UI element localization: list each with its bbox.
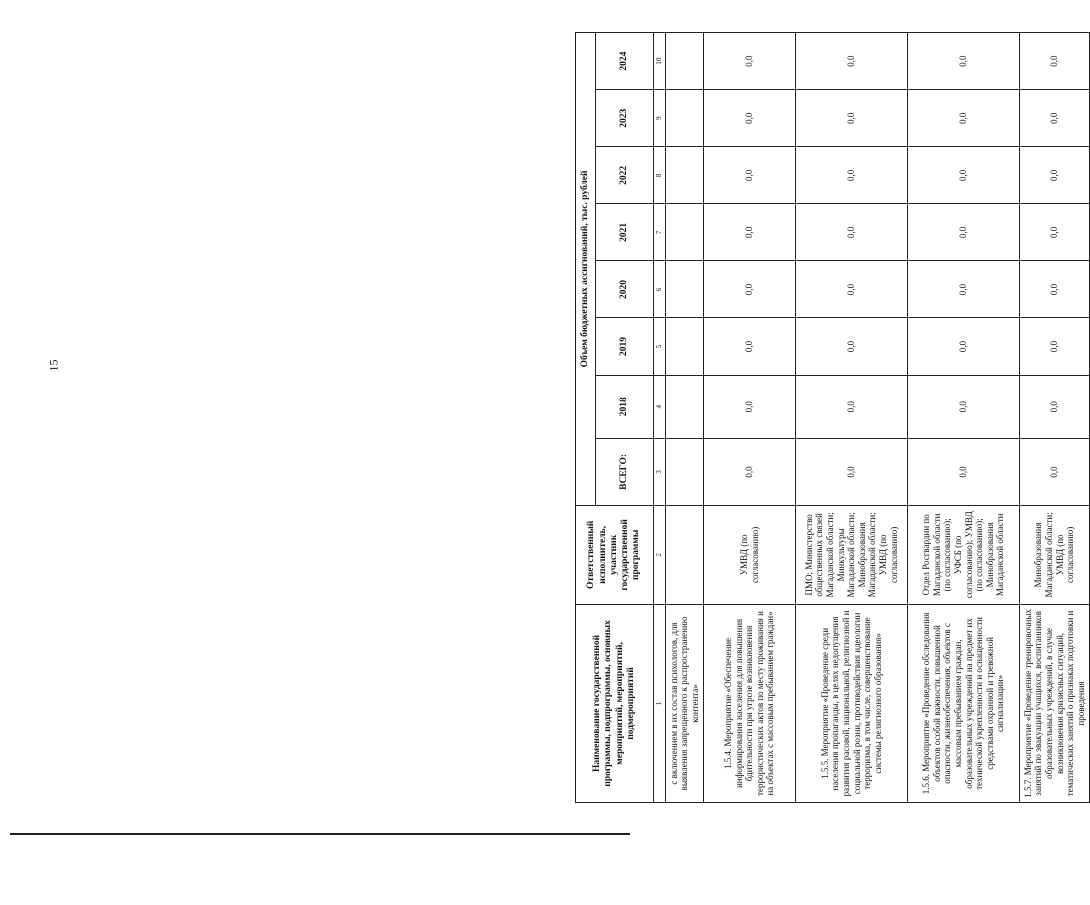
row-value: 0,0 bbox=[1020, 90, 1090, 147]
row-value: 0,0 bbox=[704, 204, 796, 261]
column-number: 4 bbox=[654, 375, 666, 439]
row-value: 0,0 bbox=[1020, 204, 1090, 261]
row-value: 0,0 bbox=[1020, 375, 1090, 439]
row-value: 0,0 bbox=[908, 90, 1020, 147]
row-value: 0,0 bbox=[908, 375, 1020, 439]
column-number: 7 bbox=[654, 204, 666, 261]
divider-line bbox=[10, 833, 630, 835]
row-value: 0,0 bbox=[796, 147, 908, 204]
header-year: 2020 bbox=[596, 261, 654, 318]
row-value: 0,0 bbox=[796, 261, 908, 318]
row-value: 0,0 bbox=[704, 375, 796, 439]
column-number: 10 bbox=[654, 33, 666, 90]
row-value: 0,0 bbox=[796, 318, 908, 375]
row-name: 1.5.6. Мероприятие «Проведение обследования объектов особой важности, повышенной опасности, жизнеобеспечения, объектов с массовым пребыванием граждан, образовательных учреждений на предмет их технической укрепленности и оснащенности средствами охранной и тревожной сигнализации» bbox=[908, 604, 1020, 802]
row-value: 0,0 bbox=[1020, 261, 1090, 318]
table-container bbox=[575, 32, 1086, 803]
row-executor bbox=[666, 505, 704, 604]
row-value: 0,0 bbox=[1020, 147, 1090, 204]
header-year: 2021 bbox=[596, 204, 654, 261]
column-number: 5 bbox=[654, 318, 666, 375]
row-executor: Отдел Росгвардии по Магаданской области (по согласованию); УФСБ (по согласованию); УМВД (по согласованию); Минобразования Магаданской области bbox=[908, 505, 1020, 604]
header-year: 2018 bbox=[596, 375, 654, 439]
table-row bbox=[908, 33, 1020, 803]
row-value: 0,0 bbox=[908, 204, 1020, 261]
header-budget-group: Объем бюджетных ассигнований, тыс. рублей bbox=[576, 33, 596, 506]
page-number: 15 bbox=[46, 359, 61, 372]
header-year: 2024 bbox=[596, 33, 654, 90]
row-value: 0,0 bbox=[1020, 33, 1090, 90]
header-name: Наименование государственной программы, подпрограммы, основных мероприятий, мероприятий, подмероприятий bbox=[576, 604, 654, 802]
row-value: 0,0 bbox=[908, 261, 1020, 318]
column-number: 8 bbox=[654, 147, 666, 204]
row-value bbox=[666, 261, 704, 318]
row-value: 0,0 bbox=[704, 261, 796, 318]
row-value: 0,0 bbox=[908, 33, 1020, 90]
row-value bbox=[666, 147, 704, 204]
row-value: 0,0 bbox=[908, 318, 1020, 375]
row-value: 0,0 bbox=[796, 204, 908, 261]
row-value: 0,0 bbox=[704, 33, 796, 90]
row-name: 1.5.7. Мероприятие «Проведение тренировочных занятий по эвакуации учащихся, воспитанников образовательных учреждений, в случае возникновения кризисных ситуаций, тематических занятий о признаках подготовки и проведения bbox=[1020, 604, 1090, 802]
row-value: 0,0 bbox=[908, 147, 1020, 204]
row-value bbox=[666, 90, 704, 147]
row-value: 0,0 bbox=[704, 439, 796, 506]
row-value: 0,0 bbox=[704, 90, 796, 147]
row-executor: ПМО; Министерство общественных связей Магаданской области; Минкультуры Магаданской области; Минобразования Магаданской области; УМВД (по согласованию) bbox=[796, 505, 908, 604]
row-value bbox=[666, 204, 704, 261]
row-value: 0,0 bbox=[1020, 439, 1090, 506]
column-number: 2 bbox=[654, 505, 666, 604]
table-row bbox=[1020, 33, 1090, 803]
header-year: 2022 bbox=[596, 147, 654, 204]
header-year: 2023 bbox=[596, 90, 654, 147]
row-value: 0,0 bbox=[704, 147, 796, 204]
header-total: ВСЕГО: bbox=[596, 439, 654, 506]
budget-table bbox=[575, 32, 1090, 803]
row-value: 0,0 bbox=[796, 439, 908, 506]
table-row bbox=[796, 33, 908, 803]
row-name: с включением в их состав психологов, для выявления запрещенного к распространению контента» bbox=[666, 604, 704, 802]
column-number: 3 bbox=[654, 439, 666, 506]
row-value bbox=[666, 33, 704, 90]
row-value: 0,0 bbox=[796, 90, 908, 147]
row-value: 0,0 bbox=[704, 318, 796, 375]
row-value: 0,0 bbox=[908, 439, 1020, 506]
row-value: 0,0 bbox=[796, 33, 908, 90]
column-number: 1 bbox=[654, 604, 666, 802]
header-year: 2019 bbox=[596, 318, 654, 375]
table-row bbox=[704, 33, 796, 803]
row-value bbox=[666, 375, 704, 439]
row-name: 1.5.4. Мероприятие «Обеспечение информирования населения для повышения бдительности при угрозе возникновения террористических актов по месту проживания и на объектах с массовым пребыванием граждан» bbox=[704, 604, 796, 802]
row-name: 1.5.5. Мероприятие «Проведение среди населения пропаганды, в целях недопущения развития расовой, национальной, религиозной и социальной розни, противодействия идеологии терроризма, в том числе, совершенствование системы религиозного образования» bbox=[796, 604, 908, 802]
row-value: 0,0 bbox=[1020, 318, 1090, 375]
row-value bbox=[666, 318, 704, 375]
row-executor: Минобразования Магаданской области; УМВД (по согласованию) bbox=[1020, 505, 1090, 604]
column-number: 9 bbox=[654, 90, 666, 147]
table-row bbox=[666, 33, 704, 803]
row-executor: УМВД (по согласованию) bbox=[704, 505, 796, 604]
header-executor: Ответственный исполнитель, участник государственной программы bbox=[576, 505, 654, 604]
row-value bbox=[666, 439, 704, 506]
column-number: 6 bbox=[654, 261, 666, 318]
row-value: 0,0 bbox=[796, 375, 908, 439]
